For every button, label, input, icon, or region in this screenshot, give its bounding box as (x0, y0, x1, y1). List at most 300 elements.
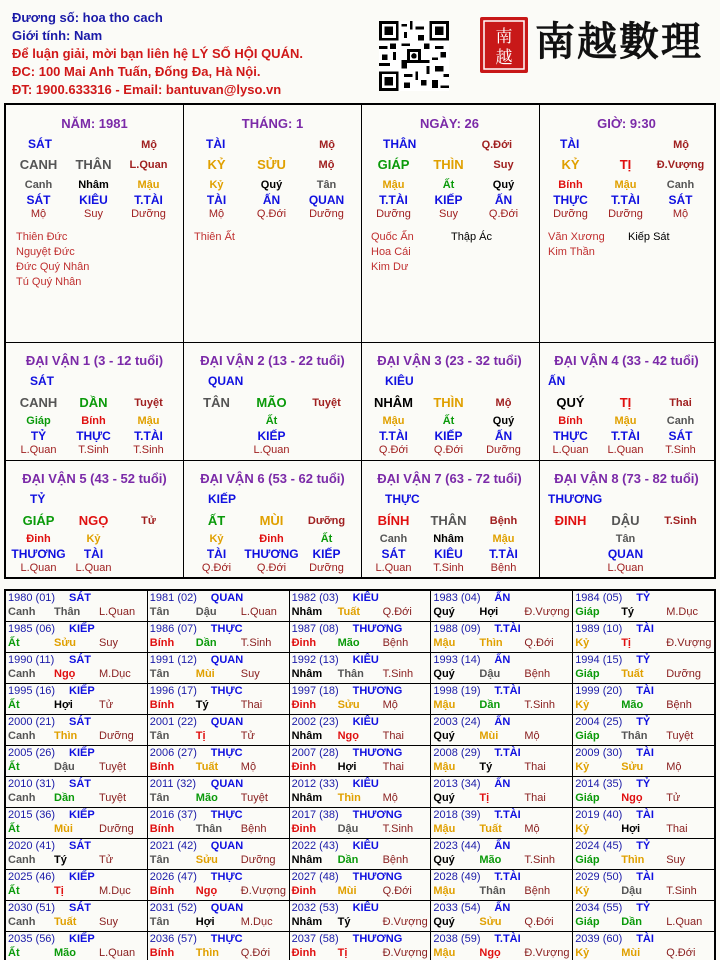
year-branch: Dần (621, 916, 642, 928)
hidden-stem: Kỷ (209, 533, 224, 545)
year-label: 1989 (10) (575, 623, 623, 635)
stars-left (371, 230, 414, 275)
year-branch: Tị (479, 792, 490, 804)
year-stage: Q.Đới (240, 947, 271, 959)
year-branch: Hợi (479, 606, 499, 618)
year-stage: Thai (382, 761, 404, 773)
year-branch: Mùi (54, 823, 73, 835)
year-branch: Ngọ (479, 947, 501, 959)
year-god: TÀI (636, 685, 654, 697)
pillar-branch-stage: Đ.Vượng (656, 159, 705, 171)
year-cell[interactable] (148, 591, 290, 621)
year-stem: Tân (149, 606, 170, 618)
hidden-god: KIÊU (434, 547, 463, 561)
year-god: TÀI (636, 933, 654, 945)
years-row (6, 653, 714, 684)
hidden-stage: Dưỡng (309, 208, 344, 220)
year-branch: Dần (195, 637, 217, 649)
year-stem: Ất (8, 823, 20, 835)
years-row (6, 839, 714, 870)
hidden-god: T.TÀI (489, 547, 518, 561)
year-branch: Hợi (621, 823, 641, 835)
hidden-god: TÀI (83, 547, 104, 561)
year-branch: Tý (621, 606, 635, 618)
year-cell[interactable] (573, 746, 714, 776)
year-god: KIÊU (352, 902, 379, 914)
year-branch: Tuất (54, 916, 77, 928)
year-cell[interactable] (290, 684, 432, 714)
years-row (6, 622, 714, 653)
star-name: Đức Quý Nhân (16, 261, 90, 273)
hidden-god: THỰC (76, 429, 111, 443)
year-branch: Mùi (479, 730, 499, 742)
year-stage: Suy (666, 854, 686, 866)
year-cell[interactable] (290, 870, 432, 900)
star-name: Quốc Ấn (371, 231, 414, 243)
year-cell[interactable] (6, 808, 148, 838)
year-stage: Đ.Vượng (666, 637, 712, 649)
year-stem: Kỷ (575, 637, 590, 649)
years-row (6, 932, 714, 960)
dai-van-stage: T.Sinh (664, 515, 697, 527)
year-cell[interactable] (290, 715, 432, 745)
year-god: TỶ (636, 902, 651, 914)
year-stage: Q.Đới (524, 637, 554, 649)
year-stage: Suy (99, 916, 118, 928)
hidden-stage: Q.Đới (256, 208, 287, 220)
year-god: T.TÀI (494, 623, 521, 635)
dai-van-god: KIẾP (208, 492, 237, 506)
year-god: QUAN (210, 592, 244, 604)
year-label: 2026 (47) (149, 871, 197, 883)
year-cell[interactable] (6, 777, 148, 807)
pillar-stem: KỶ (561, 157, 580, 172)
year-label: 2013 (34) (433, 778, 481, 790)
hidden-stem: Kỷ (209, 179, 224, 191)
year-stage: L.Quan (666, 916, 703, 928)
hidden-stem: Ất (265, 415, 278, 427)
year-stage: Dưỡng (240, 854, 276, 866)
year-stage: Đ.Vượng (240, 885, 286, 897)
year-cell[interactable] (290, 591, 432, 621)
hidden-stage: Q.Đới (378, 444, 409, 456)
dai-van-branch: TỊ (619, 395, 632, 410)
stars-left (548, 230, 605, 260)
year-cell[interactable] (148, 684, 290, 714)
year-stage: Dưỡng (666, 668, 701, 680)
dai-van-title: ĐẠI VẬN 3 (23 - 32 tuổi) (377, 353, 522, 368)
year-branch: Thân (621, 730, 648, 742)
dai-van-8 (538, 461, 715, 577)
year-god: T.TÀI (494, 747, 521, 759)
year-cell[interactable] (148, 715, 290, 745)
year-cell[interactable] (573, 653, 714, 683)
year-cell[interactable] (573, 901, 714, 931)
year-label: 2006 (27) (149, 747, 197, 759)
year-stage: Bệnh (240, 823, 267, 835)
star-name: Nguyệt Đức (16, 246, 75, 258)
year-god: TỶ (636, 654, 651, 666)
year-label: 1986 (07) (149, 623, 197, 635)
dai-van-god: TỶ (30, 492, 46, 506)
star-name: Kim Dư (371, 261, 409, 273)
year-branch: Thân (479, 885, 506, 897)
hidden-stem: Canh (666, 179, 695, 191)
year-god: TỶ (636, 840, 651, 852)
hidden-god: SÁT (668, 429, 693, 443)
hidden-stage: Dưỡng (376, 208, 411, 220)
year-branch: Sửu (195, 854, 218, 866)
year-branch: Tuất (337, 606, 360, 618)
year-cell[interactable] (290, 808, 432, 838)
pillar-title: NGÀY: 26 (420, 116, 479, 131)
year-cell[interactable] (573, 715, 714, 745)
year-stem: Bính (149, 699, 175, 711)
year-cell[interactable] (148, 653, 290, 683)
dai-van-god: SÁT (30, 374, 54, 388)
dai-van-title: ĐẠI VẬN 6 (53 - 62 tuổi) (200, 471, 345, 486)
year-stem: Nhâm (291, 668, 323, 680)
year-label: 1983 (04) (433, 592, 481, 604)
year-god: THƯƠNG (352, 623, 403, 635)
pillar-branch-stage: Suy (493, 159, 514, 171)
year-branch: Sửu (54, 637, 77, 649)
years-row (6, 901, 714, 932)
year-god: KIÊU (352, 840, 379, 852)
star-name: Văn Xương (548, 231, 605, 243)
year-god: QUAN (210, 654, 244, 666)
hidden-stem: Mậu (137, 415, 160, 427)
year-cell[interactable] (148, 839, 290, 869)
year-god: T.TÀI (494, 871, 521, 883)
year-stem: Kỷ (575, 885, 590, 897)
year-cell[interactable] (148, 932, 290, 960)
year-stem: Bính (149, 761, 175, 773)
year-stage: Mộ (382, 792, 398, 804)
year-stage: Đ.Vượng (524, 606, 570, 618)
year-cell[interactable] (148, 777, 290, 807)
dai-van-branch: THÌN (433, 395, 464, 410)
year-stage: L.Quan (240, 606, 277, 618)
hidden-god: KIẾP (312, 547, 341, 561)
year-stage: T.Sinh (240, 637, 272, 649)
year-god: THỰC (210, 747, 243, 759)
year-god: TỶ (636, 778, 651, 790)
year-branch: Tý (195, 699, 209, 711)
year-stage: Bệnh (524, 885, 551, 897)
year-cell[interactable] (573, 839, 714, 869)
year-stage: Mộ (524, 823, 540, 835)
year-god: TỶ (636, 592, 651, 604)
year-branch: Thìn (479, 637, 503, 649)
year-cell[interactable] (148, 870, 290, 900)
year-cell[interactable] (148, 622, 290, 652)
stars-left (16, 230, 89, 290)
hidden-stage: Suy (84, 208, 103, 220)
year-stage: Mộ (382, 699, 398, 711)
year-cell[interactable] (6, 932, 148, 960)
year-stem: Canh (8, 854, 36, 866)
year-god: SÁT (69, 778, 91, 790)
hidden-god: TỶ (30, 429, 47, 443)
year-label: 2018 (39) (433, 809, 481, 821)
year-cell[interactable] (573, 870, 714, 900)
year-branch: Dậu (195, 606, 217, 618)
year-cell[interactable] (290, 622, 432, 652)
year-stem: Giáp (575, 854, 600, 866)
year-stage: Bệnh (382, 637, 409, 649)
year-label: 2028 (49) (433, 871, 481, 883)
year-cell[interactable] (6, 870, 148, 900)
hidden-god: T.TÀI (379, 429, 408, 443)
year-label: 2022 (43) (291, 840, 339, 852)
pillar-title: NĂM: 1981 (61, 116, 128, 131)
year-stem: Kỷ (575, 947, 590, 959)
year-god: THƯƠNG (352, 933, 403, 945)
year-branch: Mão (195, 792, 218, 804)
year-label: 2012 (33) (291, 778, 339, 790)
year-stage: Bệnh (666, 699, 692, 711)
year-label: 2008 (29) (433, 747, 481, 759)
year-cell[interactable] (573, 777, 714, 807)
year-cell[interactable] (290, 839, 432, 869)
year-cell[interactable] (431, 715, 573, 745)
years-row (6, 591, 714, 622)
year-cell[interactable] (431, 808, 573, 838)
stars-right (451, 230, 492, 245)
year-cell[interactable] (6, 591, 148, 621)
dai-van-stem: NHÂM (374, 395, 413, 410)
year-stem: Mậu (433, 885, 456, 897)
hidden-stem: Tân (615, 533, 636, 545)
year-stem: Tân (149, 730, 170, 742)
year-branch: Mão (621, 699, 644, 711)
year-stage: L.Quan (99, 606, 136, 618)
year-label: 2025 (46) (8, 871, 56, 883)
year-cell[interactable] (431, 932, 573, 960)
dai-van-1 (6, 343, 183, 460)
year-stem: Nhâm (291, 916, 323, 928)
hidden-stage: L.Quan (552, 444, 589, 456)
hidden-stem: Kỷ (86, 533, 101, 545)
year-branch: Dậu (621, 885, 642, 897)
year-branch: Thân (195, 823, 223, 835)
pillar-top-god: SÁT (28, 137, 52, 151)
year-label: 2002 (23) (291, 716, 339, 728)
year-label: 2038 (59) (433, 933, 481, 945)
star-name: Kiếp Sát (628, 231, 670, 243)
dai-van-stem: ĐINH (554, 513, 587, 528)
year-branch: Ngọ (54, 668, 76, 680)
bazi-grid (4, 103, 716, 579)
hidden-god: T.TÀI (134, 193, 163, 207)
year-cell[interactable] (290, 777, 432, 807)
year-stem: Nhâm (291, 606, 323, 618)
year-stem: Ất (8, 885, 20, 897)
year-god: T.TÀI (494, 685, 521, 697)
hidden-god: T.TÀI (611, 193, 640, 207)
dai-van-stem: ẤT (207, 513, 226, 528)
year-stage: Tử (666, 792, 681, 804)
phone-email-line: ĐT: 1900.633316 - Email: bantuvan@lyso.vn (12, 82, 282, 97)
pillar-top-stage: Mộ (141, 139, 157, 151)
dai-van-stem: BÍNH (377, 513, 410, 528)
year-branch: Thìn (54, 730, 78, 742)
hidden-stage: Mộ (672, 208, 689, 220)
year-stem: Đinh (291, 699, 317, 711)
hidden-stage: Q.Đới (201, 562, 232, 574)
year-label: 2039 (60) (575, 933, 623, 945)
year-god: THỰC (210, 623, 243, 635)
year-stem: Bính (149, 637, 175, 649)
dai-van-2 (184, 343, 361, 460)
year-cell[interactable] (148, 901, 290, 931)
year-label: 1997 (18) (291, 685, 339, 697)
year-god: SÁT (69, 840, 91, 852)
year-cell[interactable] (431, 870, 573, 900)
year-cell[interactable] (6, 653, 148, 683)
year-cell[interactable] (290, 901, 432, 931)
year-god: KIẾP (69, 747, 95, 759)
year-cell[interactable] (431, 684, 573, 714)
dai-van-god: QUAN (208, 374, 244, 388)
dai-van-5 (6, 461, 183, 577)
year-god: THƯƠNG (352, 809, 403, 821)
pillar-top-god: TÀI (560, 137, 580, 151)
year-branch: Mùi (195, 668, 215, 680)
pillar-stem: KỶ (207, 157, 226, 172)
year-label: 2033 (54) (433, 902, 481, 914)
year-cell[interactable] (573, 684, 714, 714)
year-cell[interactable] (573, 622, 714, 652)
year-stage: Dưỡng (99, 823, 134, 835)
year-stem: Đinh (291, 637, 317, 649)
year-cell[interactable] (573, 932, 714, 960)
year-label: 2011 (32) (149, 778, 197, 790)
year-cell[interactable] (6, 746, 148, 776)
pillar-branch-stage: Mộ (318, 159, 335, 171)
hidden-stage: T.Sinh (78, 444, 109, 456)
dai-van-god: THỰC (385, 492, 420, 506)
hidden-god: T.TÀI (379, 193, 408, 207)
year-god: SÁT (69, 716, 91, 728)
dai-van-stem: GIÁP (22, 513, 55, 528)
hidden-stem: Bính (558, 179, 583, 191)
year-label: 2031 (52) (149, 902, 197, 914)
pillar-branch: THÂN (75, 157, 112, 172)
hidden-stage: Dưỡng (553, 208, 588, 220)
hidden-stage: T.Sinh (665, 444, 696, 456)
dai-van-god: ẤN (548, 374, 566, 388)
year-label: 1995 (16) (8, 685, 56, 697)
pillar-top-stage: Mộ (319, 139, 335, 151)
year-label: 2036 (57) (149, 933, 197, 945)
year-stem: Nhâm (291, 792, 323, 804)
year-god: TÀI (636, 747, 654, 759)
year-cell[interactable] (431, 622, 573, 652)
year-cell[interactable] (6, 622, 148, 652)
year-stem: Quý (433, 916, 455, 928)
year-stage: Tử (99, 854, 114, 866)
year-god: THỰC (210, 685, 243, 697)
year-god: KIÊU (352, 654, 379, 666)
pillar-branch-stage: L.Quan (129, 159, 168, 171)
year-label: 2014 (35) (575, 778, 623, 790)
year-stem: Kỷ (575, 823, 590, 835)
pillar-branch: THÌN (433, 157, 464, 172)
year-branch: Tý (479, 761, 493, 773)
year-stage: Bệnh (382, 854, 409, 866)
dai-van-branch: NGỌ (78, 513, 109, 528)
hidden-stem: Quý (260, 179, 283, 191)
year-stem: Đinh (291, 885, 317, 897)
year-cell[interactable] (431, 591, 573, 621)
qr-code-icon[interactable] (379, 21, 449, 91)
year-stage: Tuyệt (99, 792, 127, 804)
hidden-god: KIẾP (257, 429, 286, 443)
dai-van-stem: CANH (19, 395, 58, 410)
year-branch: Dần (479, 699, 501, 711)
year-branch: Hợi (195, 916, 215, 928)
year-label: 1988 (09) (433, 623, 481, 635)
year-cell[interactable] (290, 653, 432, 683)
year-god: T.TÀI (494, 809, 521, 821)
year-stem: Ất (8, 761, 20, 773)
hidden-stem: Đinh (259, 533, 284, 545)
pillar-title: GIỜ: 9:30 (597, 116, 656, 131)
year-branch: Ngọ (195, 885, 218, 897)
year-branch: Tị (621, 637, 631, 649)
hidden-stage: Dưỡng (131, 208, 166, 220)
dai-van-stem: QUÝ (556, 395, 585, 410)
year-stage: Suy (99, 637, 118, 649)
year-cell[interactable] (431, 777, 573, 807)
year-label: 1998 (19) (433, 685, 481, 697)
year-cell[interactable] (431, 901, 573, 931)
year-label: 2019 (40) (575, 809, 623, 821)
year-god: KIÊU (352, 716, 379, 728)
year-cell[interactable] (573, 808, 714, 838)
year-cell[interactable] (431, 746, 573, 776)
seal-stamp (479, 16, 529, 74)
year-label: 1994 (15) (575, 654, 623, 666)
years-row (6, 715, 714, 746)
year-cell[interactable] (6, 839, 148, 869)
year-label: 2029 (50) (575, 871, 623, 883)
year-god: TÀI (636, 871, 654, 883)
hidden-stem: Quý (492, 415, 515, 427)
dai-van-6 (184, 461, 361, 577)
year-stage: Tử (99, 699, 114, 711)
year-god: KIẾP (69, 685, 95, 697)
year-cell[interactable] (573, 591, 714, 621)
year-cell[interactable] (148, 808, 290, 838)
year-cell[interactable] (431, 839, 573, 869)
hidden-stem: Mậu (614, 179, 637, 191)
year-cell[interactable] (431, 653, 573, 683)
year-cell[interactable] (290, 746, 432, 776)
year-cell[interactable] (6, 901, 148, 931)
year-branch: Thân (337, 668, 364, 680)
year-label: 2020 (41) (8, 840, 56, 852)
year-cell[interactable] (148, 746, 290, 776)
year-cell[interactable] (290, 932, 432, 960)
year-stage: Đ.Vượng (382, 916, 428, 928)
year-stem: Nhâm (291, 730, 323, 742)
year-cell[interactable] (6, 684, 148, 714)
year-cell[interactable] (6, 715, 148, 745)
year-stem: Kỷ (575, 761, 590, 773)
